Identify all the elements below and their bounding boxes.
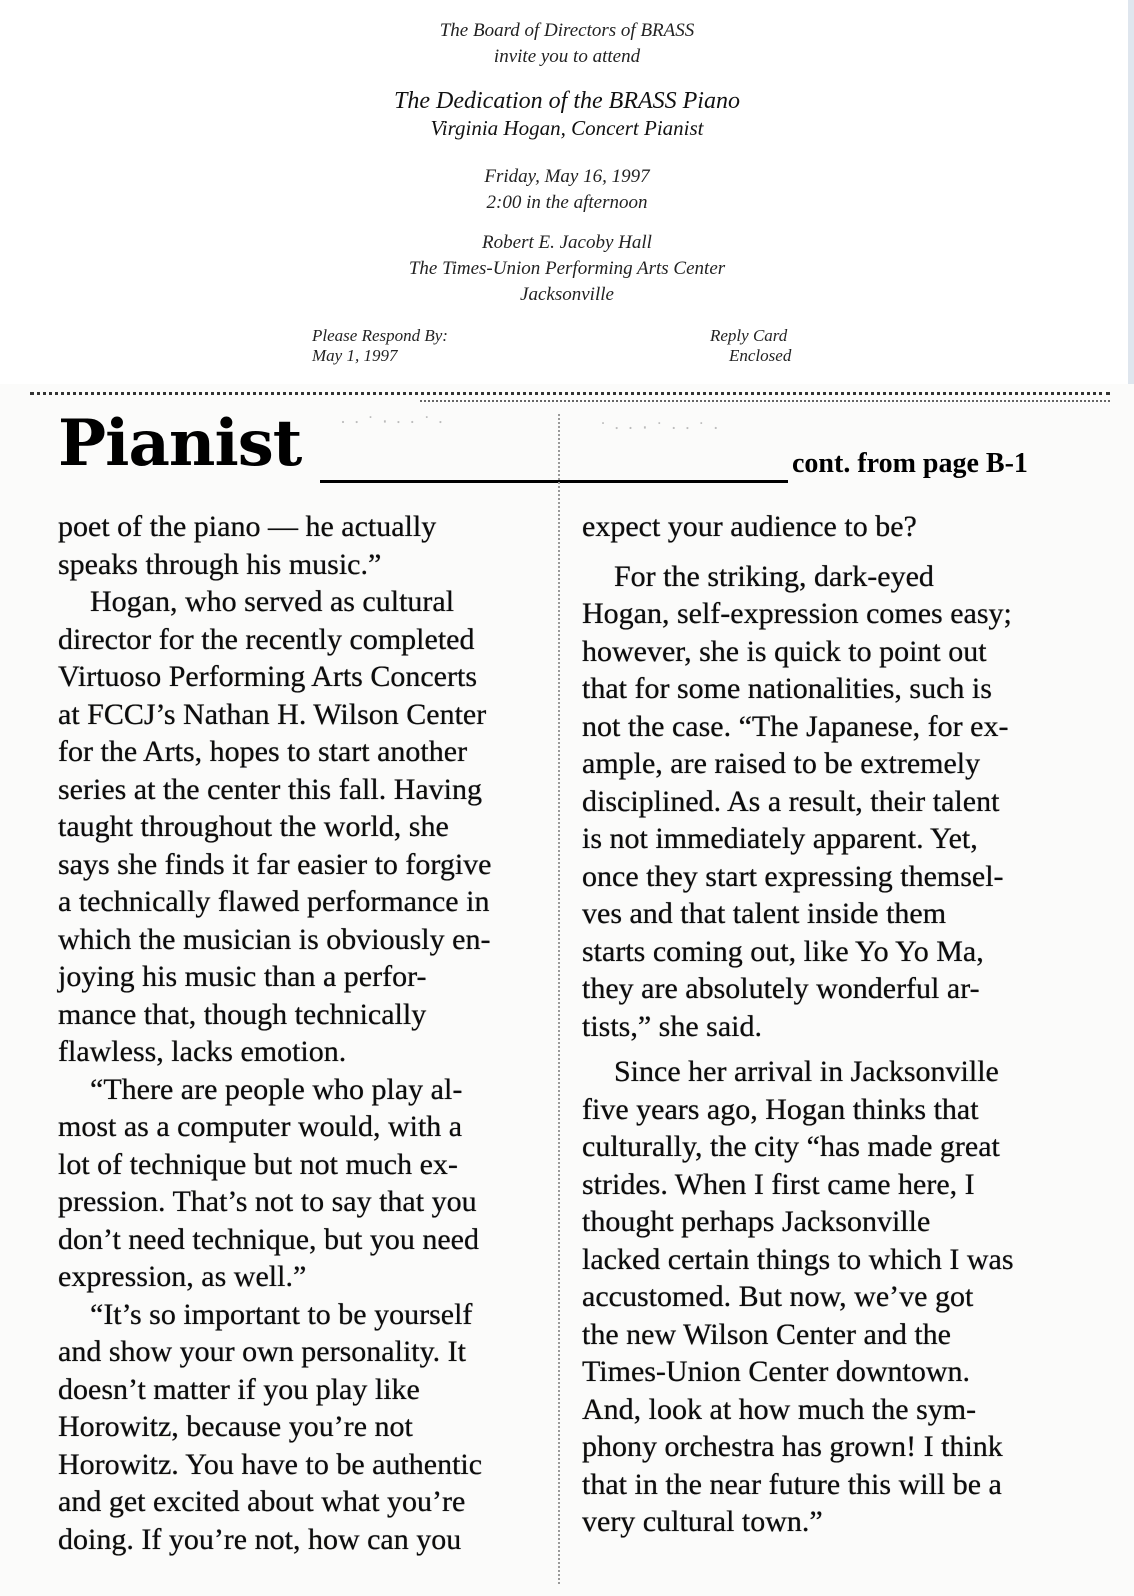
text-line: however, she is quick to point out	[582, 634, 987, 668]
text-line: phony orchestra has grown! I think	[582, 1430, 1003, 1463]
text-line: strides. When I first came here, I	[582, 1167, 975, 1201]
text-line: joying his music than a perfor-	[58, 960, 427, 993]
newspaper-clipping	[0, 384, 1134, 1596]
article-headline: Pianist	[58, 406, 302, 481]
bleed-through-texture: · ∙ ˙ ‧ ∙ · ˙ ∙	[340, 412, 445, 432]
text-line: once they start expressing themsel-	[582, 859, 1004, 893]
text-line: and show your own personality. It	[58, 1335, 466, 1368]
text-line: expect your audience to be?	[582, 510, 917, 543]
text-line: very cultural town.”	[582, 1505, 823, 1538]
text-line: don’t need technique, but you need	[58, 1222, 479, 1256]
text-line: And, look at how much the sym-	[582, 1392, 977, 1426]
invitation-venue-city: Jacksonville	[520, 284, 614, 305]
text-line: Times-Union Center downtown.	[582, 1355, 971, 1388]
text-line: Virtuoso Performing Arts Concerts	[58, 660, 477, 693]
invitation-venue-center: The Times-Union Performing Arts Center	[408, 258, 726, 279]
text-line: accustomed. But now, we’ve got	[582, 1280, 974, 1313]
invitation-invite: invite you to attend	[493, 46, 641, 67]
text-line: most as a computer would, with a	[58, 1110, 463, 1143]
text-line: director for the recently completed	[58, 622, 475, 656]
text-line: Horowitz, because you’re not	[58, 1410, 413, 1443]
text-line: culturally, the city “has made great	[582, 1130, 1000, 1163]
text-line: expression, as well.”	[58, 1260, 307, 1293]
text-line: and get excited about what you’re	[58, 1485, 466, 1518]
text-line: that for some nationalities, such is	[582, 672, 992, 705]
continued-from-label: cont. from page B-1	[792, 448, 1028, 479]
text-line: not the case. “The Japanese, for ex-	[582, 709, 1009, 743]
respond-date: May 1, 1997	[312, 346, 398, 365]
text-line: which the musician is obviously en-	[58, 922, 491, 956]
invitation-card	[0, 0, 1134, 384]
text-line: pression. That’s not to say that you	[58, 1185, 477, 1218]
text-line: disciplined. As a result, their talent	[582, 784, 1000, 818]
text-line: is not immediately apparent. Yet,	[582, 822, 978, 855]
reply-card-enclosed: Enclosed	[729, 346, 792, 365]
text-line: flawless, lacks emotion.	[58, 1035, 347, 1068]
text-line: lacked certain things to which I was	[582, 1242, 1014, 1276]
text-line: tists,” she said.	[582, 1009, 762, 1043]
text-line: doing. If you’re not, how can you	[58, 1522, 462, 1556]
text-line: Since her arrival in Jacksonville	[614, 1055, 999, 1088]
text-line: lot of technique but not much ex-	[58, 1147, 458, 1181]
text-line: five years ago, Hogan thinks that	[582, 1092, 979, 1126]
column-divider	[558, 414, 560, 1584]
text-line: doesn’t matter if you play like	[58, 1372, 420, 1406]
clipping-top-edge	[30, 392, 1110, 395]
text-line: series at the center this fall. Having	[58, 772, 483, 806]
clipping-top-edge-secondary	[420, 400, 1110, 402]
text-line: Horowitz. You have to be authentic	[58, 1447, 483, 1481]
invitation-host: The Board of Directors of BRASS	[439, 20, 695, 41]
text-line: For the striking, dark-eyed	[614, 559, 934, 593]
text-line: Hogan, who served as cultural	[90, 585, 455, 618]
text-line: that in the near future this will be a	[582, 1467, 1002, 1501]
invitation-date: Friday, May 16, 1997	[484, 166, 650, 187]
text-line: says she finds it far easier to forgive	[58, 847, 492, 881]
invitation-venue-hall: Robert E. Jacoby Hall	[482, 232, 652, 253]
text-line: ves and that talent inside them	[582, 897, 947, 930]
text-line: Hogan, self-expression comes easy;	[582, 597, 1012, 630]
bleed-through-texture: ˙ ∙ · ‧ ˙ · ∙ ˙ ·	[600, 418, 721, 438]
text-line: ample, are raised to be extremely	[582, 747, 981, 780]
invitation-subtitle: Virginia Hogan, Concert Pianist	[430, 116, 704, 140]
article-column-left	[58, 508, 558, 1558]
text-line: taught throughout the world, she	[58, 810, 449, 843]
text-line: mance that, though technically	[58, 997, 427, 1031]
invitation-title: The Dedication of the BRASS Piano	[394, 88, 740, 114]
text-line: “There are people who play al-	[90, 1072, 463, 1106]
text-line: at FCCJ’s Nathan H. Wilson Center	[58, 697, 487, 731]
text-line: the new Wilson Center and the	[582, 1317, 951, 1351]
reply-card-label: Reply Card	[710, 326, 788, 345]
text-line: thought perhaps Jacksonville	[582, 1205, 931, 1238]
text-line: poet of the piano — he actually	[58, 510, 437, 543]
text-line: they are absolutely wonderful ar-	[582, 972, 980, 1005]
invitation-time: 2:00 in the afternoon	[486, 192, 648, 213]
text-line: starts coming out, like Yo Yo Ma,	[582, 934, 984, 968]
headline-rule	[320, 480, 788, 483]
respond-label: Please Respond By:	[312, 326, 448, 345]
text-line: a technically flawed performance in	[58, 885, 490, 918]
text-line: “It’s so important to be yourself	[90, 1297, 473, 1331]
text-line: speaks through his music.”	[58, 547, 382, 581]
text-line: for the Arts, hopes to start another	[58, 735, 468, 768]
article-column-right	[582, 508, 1082, 1541]
